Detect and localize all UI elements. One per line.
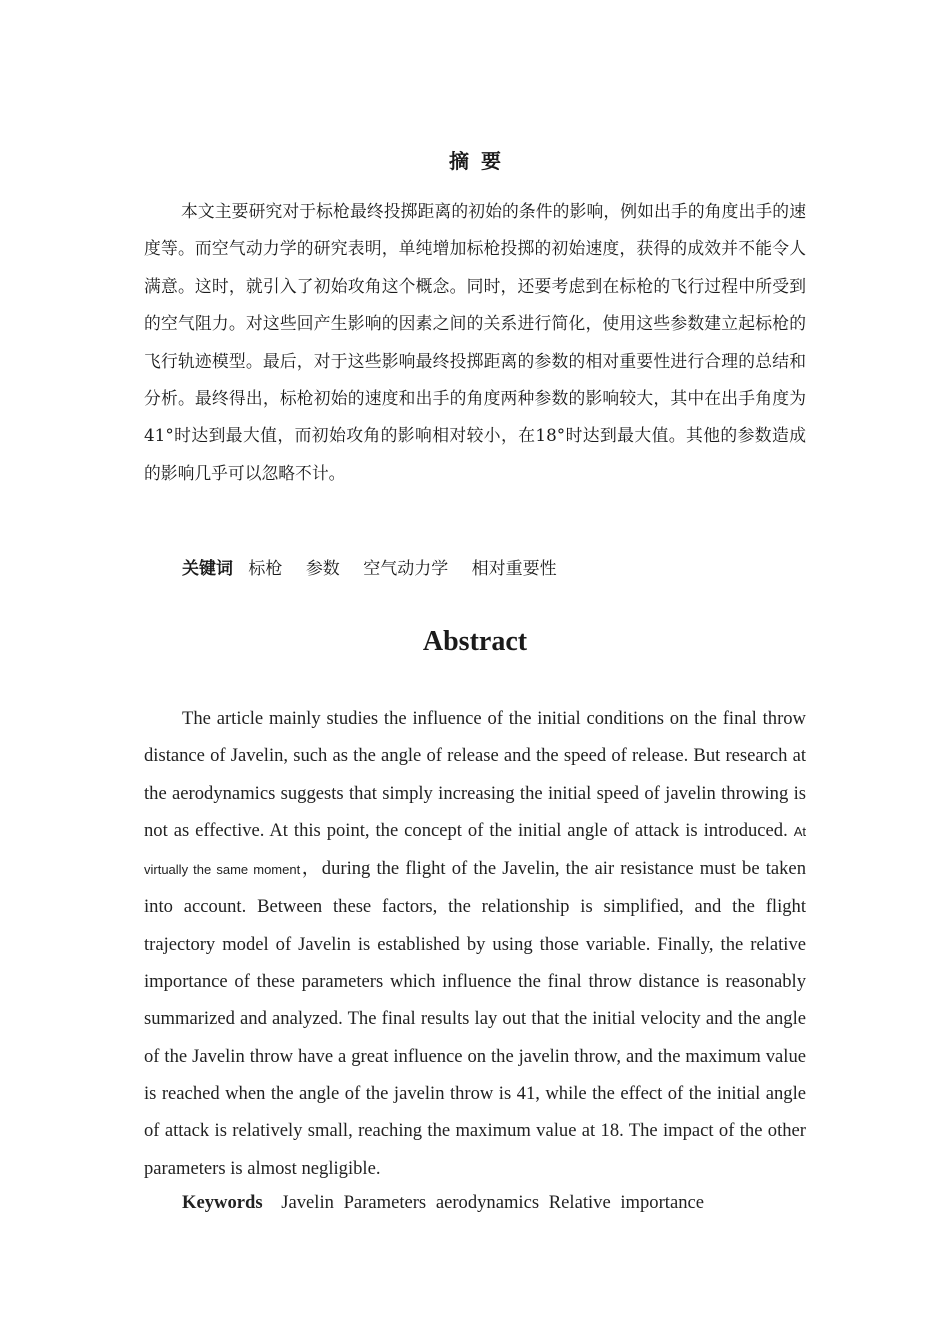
chinese-keyword: 空气动力学 [363,559,449,579]
chinese-abstract-body: 本文主要研究对于标枪最终投掷距离的初始的条件的影响，例如出手的角度出手的速度等。而空气动力学的研究表明，单纯增加标枪投掷的初始速度，获得的成效并不能令人满意。这时，就引入了初始攻角这个概念。同时，还要考虑到在标枪的飞行过程中所受到的空气阻力。对这些回产生影响的因素之间的关系进行简化，使用这些参数建立起标枪的飞行轨迹模型。最后，对于这些影响最终投掷距离的参数的相对重要性进行合理的总结和分析。最终得出，标枪初始的速度和出手的角度两种参数的影响较大，其中在出手角度为41°时达到最大值，而初始攻角的影响相对较小，在18°时达到最大值。其他的参数造成的影响几乎可以忽略不计。 [144,201,806,483]
chinese-keyword: 相对重要性 [471,559,557,579]
english-keyword: Parameters [343,1192,427,1213]
english-keyword: Relative [548,1192,611,1213]
chinese-title: 摘要 [449,149,513,173]
english-keyword: aerodynamics [435,1192,540,1213]
english-title: Abstract [422,626,528,657]
english-keyword: importance [620,1192,705,1213]
chinese-keyword: 标枪 [248,559,283,579]
english-keywords [182,1186,806,1220]
english-abstract-part1: The article mainly studies the influence of the initial conditions on the final throw distance of Javelin, such as the angle of release and the speed of release. But research at the aerodynamics suggests that simply increasing the initial speed of javelin throwing is not as effective. At this point, the concept of the initial angle of attack is introduced. [144,708,806,841]
english-keyword: Javelin [281,1192,334,1213]
english-keywords-label: Keywords [182,1192,263,1213]
chinese-keywords-label: 关键词 [182,559,233,579]
english-abstract-body [144,700,806,1187]
english-abstract-part2: ，during the flight of the Javelin, the air resistance must be taken into account. Between these factors, the relationship is simplified, and the flight trajectory model of Javelin is established by using those variable. Finally, the relative importance of these parameters which influence the final throw distance is reasonably summarized and analyzed. The final results lay out that the initial velocity and the angle of the Javelin throw have a great influence on the javelin throw, and the maximum value is reached when the angle of the javelin throw is 41, while the effect of the initial angle of attack is relatively small, reaching the maximum value at 18. The impact of the other parameters is almost negligible. [144,858,806,1179]
english-abstract-small-phrase: At virtually the same moment [144,823,806,878]
chinese-keyword: 参数 [305,559,340,579]
chinese-keywords [182,552,806,586]
